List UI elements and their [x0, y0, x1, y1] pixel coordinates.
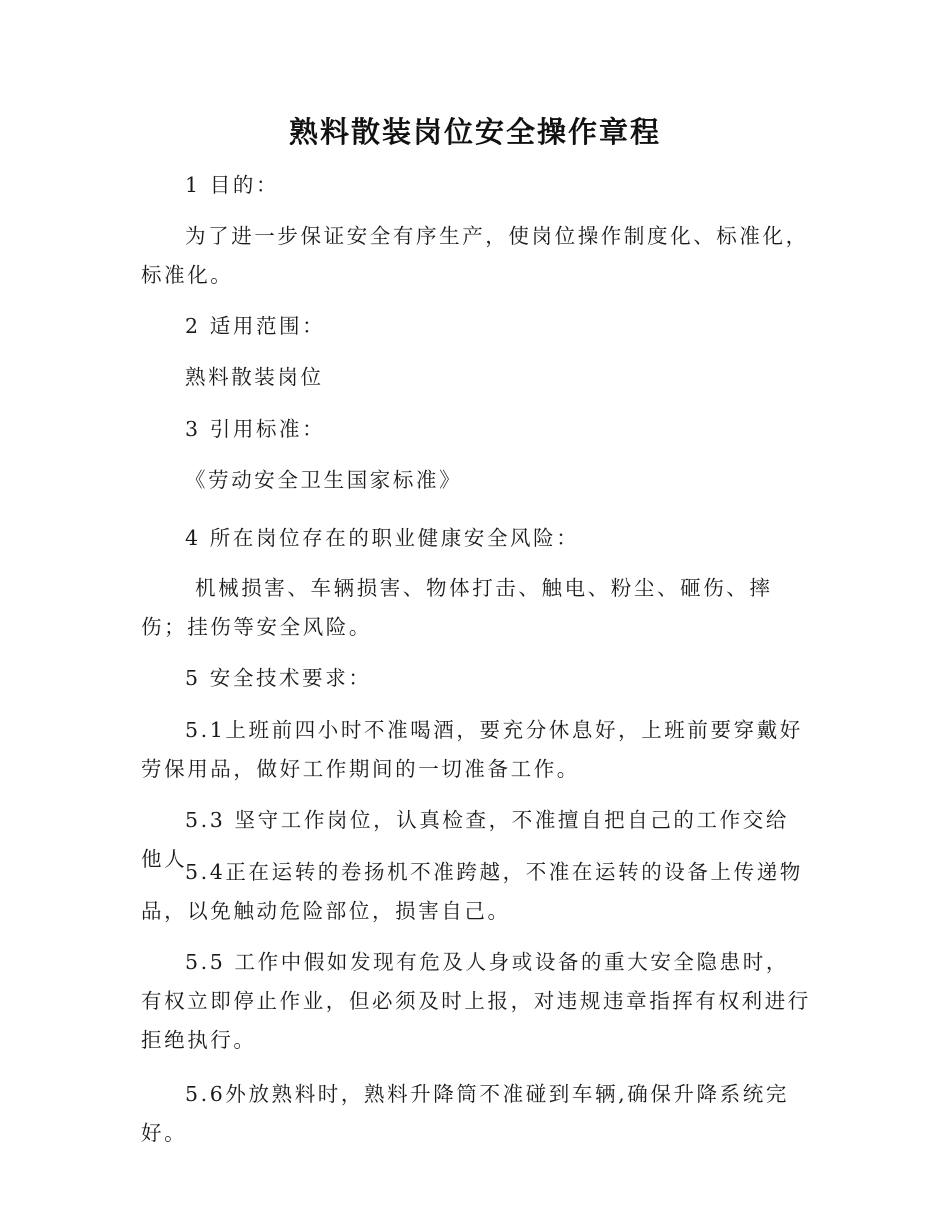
section-heading-purpose: 1 目的： — [185, 173, 280, 197]
requirement-5-3: 5.3 坚守工作岗位，认真检查，不准擅自把自己的工作交给他人 — [141, 808, 789, 871]
section-heading-references: 3 引用标准： — [185, 417, 326, 441]
requirement-5-4: 5.4正在运转的卷扬机不准跨越，不准在运转的设备上传递物品，以免触动危险部位，损害自己。 — [141, 860, 803, 923]
scope-text: 熟料散装岗位 — [185, 365, 324, 389]
requirement-5-1: 5.1上班前四小时不准喝酒，要充分休息好，上班前要穿戴好劳保用品，做好工作期间的一切准备工作。 — [141, 718, 803, 781]
requirement-5-6: 5.6外放熟料时，熟料升降筒不准碰到车辆,确保升降系统完好。 — [141, 1082, 789, 1145]
requirement-5-5: 5.5 工作中假如发现有危及人身或设备的重大安全隐患时，有权立即停止作业，但必须及时上报，对违规违章指挥有权利进行拒绝执行。 — [141, 950, 811, 1052]
section-heading-risks: 4 所在岗位存在的职业健康安全风险： — [185, 526, 580, 550]
purpose-text: 为了进一步保证安全有序生产，使岗位操作制度化、标准化，标准化。 — [141, 224, 809, 287]
section-heading-scope: 2 适用范围： — [185, 314, 326, 338]
section-heading-requirements: 5 安全技术要求： — [185, 666, 372, 690]
references-text: 《劳动安全卫生国家标准》 — [185, 468, 463, 492]
document-title: 熟料散装岗位安全操作章程 — [288, 115, 661, 149]
risks-text: 机械损害、车辆损害、物体打击、触电、粉尘、砸伤、摔伤；挂伤等安全风险。 — [141, 576, 773, 639]
